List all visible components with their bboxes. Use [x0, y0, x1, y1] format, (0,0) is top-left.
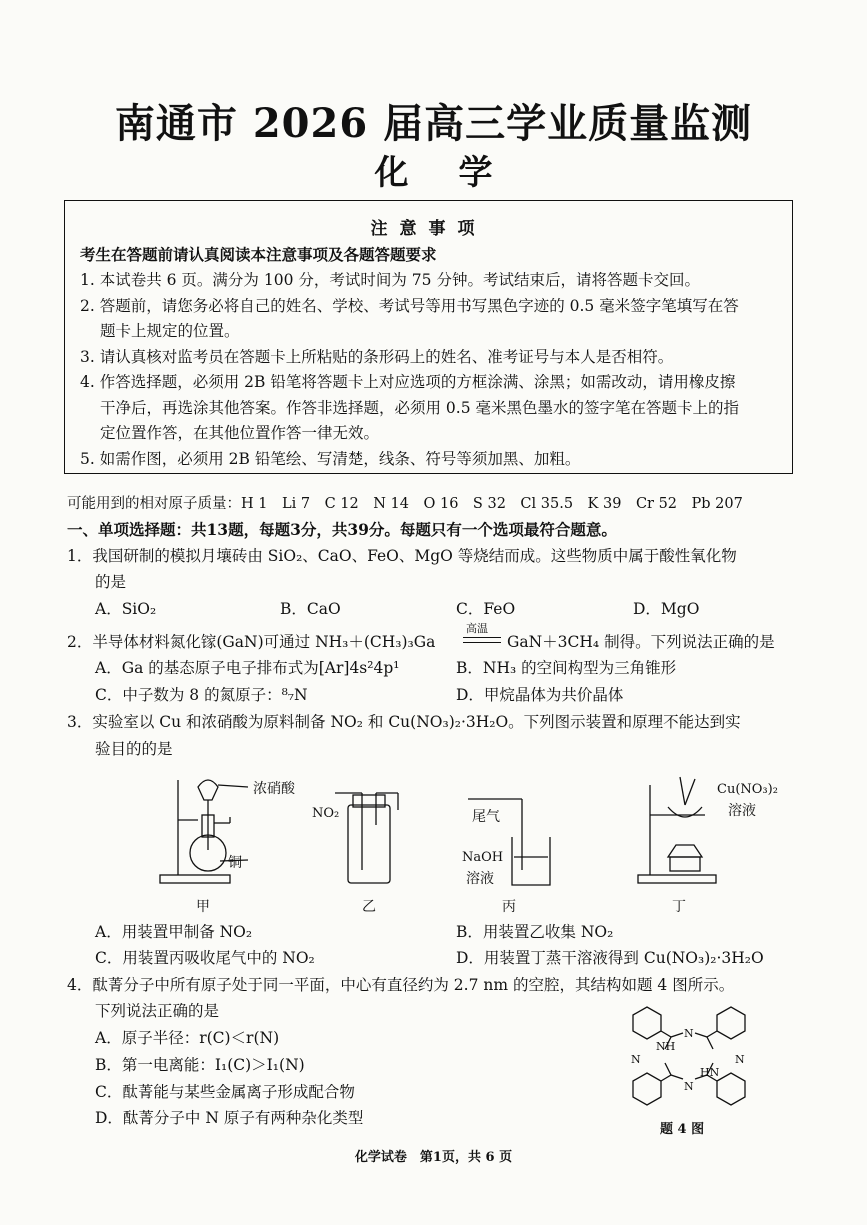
atom-n-top: N: [684, 1027, 694, 1040]
figure-4-caption: 题 4 图: [660, 1122, 705, 1137]
q3-option-c: C．用装置丙吸收尾气中的 NO₂: [95, 949, 315, 967]
question-2-stem: 2．半导体材料氮化镓(GaN)可通过 NH₃＋(CH₃)₃Ga: [67, 633, 436, 651]
caption-ding: 丁: [672, 899, 686, 915]
notice-item: 3. 请认真核对监考员在答题卡上所粘贴的条形码上的姓名、准考证号与本人是否相符。: [80, 348, 674, 366]
q1-option-a: A．SiO₂: [95, 600, 157, 618]
notice-item: 干净后，再选涂其他答案。作答非选择题，必须用 0.5 毫米黑色墨水的签字笔在答题卡上的指: [100, 399, 740, 417]
label-tail-gas: 尾气: [472, 809, 500, 825]
question-1-stem: 1．我国研制的模拟月壤砖由 SiO₂、CaO、FeO、MgO 等烧结而成。这些物质中属于酸性氧化物: [67, 547, 737, 565]
label-naoh: NaOH: [462, 850, 504, 865]
notice-intro: 考生在答题前请认真阅读本注意事项及各题答题要求: [80, 245, 437, 264]
question-4-stem: 4．酞菁分子中所有原子处于同一平面，中心有直径约为 2.7 nm 的空腔，其结构如题 4 图所示。: [67, 976, 735, 994]
label-solution-bing: 溶液: [466, 871, 494, 887]
notice-item: 4. 作答选择题，必须用 2B 铅笔将答题卡上对应选项的方框涂满、涂黑；如需改动，请用橡皮擦: [80, 373, 736, 391]
section-heading: 一、单项选择题：共13题，每题3分，共39分。每题只有一个选项最符合题意。: [67, 520, 617, 539]
atom-n-bottom: N: [684, 1080, 694, 1093]
caption-bing: 丙: [502, 899, 516, 915]
label-copper-nitrate: Cu(NO₃)₂: [717, 782, 778, 797]
apparatus-yi: [335, 793, 398, 883]
label-solution-ding: 溶液: [728, 803, 756, 819]
atom-nh: NH: [656, 1040, 676, 1053]
label-conc-nitric-acid: 浓硝酸: [253, 781, 295, 797]
q4-option-a: A．原子半径：r(C)＜r(N): [95, 1029, 280, 1047]
question-4-stem-cont: 下列说法正确的是: [95, 1002, 220, 1020]
q3-option-b: B．用装置乙收集 NO₂: [456, 923, 614, 941]
q4-option-d: D．酞菁分子中 N 原子有两种杂化类型: [95, 1109, 364, 1127]
question-3-stem-cont: 验目的的是: [95, 740, 173, 758]
q1-option-c: C．FeO: [456, 600, 516, 618]
notice-item: 5. 如需作图，必须用 2B 铅笔绘、写清楚，线条、符号等须加黑、加粗。: [80, 450, 581, 468]
label-copper: 铜: [228, 855, 242, 871]
label-no2: NO₂: [312, 806, 340, 821]
notice-item: 1. 本试卷共 6 页。满分为 100 分，考试时间为 75 分钟。考试结束后，请将答题卡交回。: [80, 271, 700, 289]
atom-n-right: N: [735, 1053, 745, 1066]
q1-option-d: D．MgO: [633, 600, 700, 618]
caption-yi: 乙: [362, 899, 376, 915]
question-1-stem-cont: 的是: [95, 573, 127, 591]
notice-item: 题卡上规定的位置。: [100, 322, 240, 340]
q4-option-b: B．第一电离能：I₁(C)＞I₁(N): [95, 1056, 305, 1074]
caption-jia: 甲: [196, 899, 210, 915]
question-2-stem-cont: GaN＋3CH₄ 制得。下列说法正确的是: [507, 633, 775, 651]
notice-item: 2. 答题前，请您务必将自己的姓名、学校、考试号等用书写黑色字迹的 0.5 毫米签字笔填写在答: [80, 297, 739, 315]
q2-option-c: C．中子数为 8 的氮原子：⁸₇N: [95, 686, 308, 704]
question-3-stem: 3．实验室以 Cu 和浓硝酸为原料制备 NO₂ 和 Cu(NO₃)₂·3H₂O。下列图示装置和原理不能达到实: [67, 713, 741, 731]
q2-option-a: A．Ga 的基态原子电子排布式为[Ar]4s²4p¹: [95, 659, 400, 677]
q3-option-d: D．用装置丁蒸干溶液得到 Cu(NO₃)₂·3H₂O: [456, 949, 764, 967]
page-footer: 化学试卷 第1页，共 6 页: [354, 1150, 513, 1165]
atomic-masses: 可能用到的相对原子质量：H 1 Li 7 C 12 N 14 O 16 S 32 Cl 35.5 K 39 Cr 52 Pb 207: [67, 496, 743, 512]
q3-option-a: A．用装置甲制备 NO₂: [95, 923, 253, 941]
page-title: 南通市 2026 届高三学业质量监测: [114, 100, 753, 147]
notice-title: 注意事项: [370, 219, 487, 239]
reaction-condition: 高温: [466, 622, 488, 635]
subject-title: 化学: [374, 153, 543, 193]
apparatus-ding: [638, 777, 716, 883]
notice-item: 定位置作答，在其他位置作答一律无效。: [100, 424, 380, 442]
q4-option-c: C．酞菁能与某些金属离子形成配合物: [95, 1083, 355, 1101]
q2-option-b: B．NH₃ 的空间构型为三角锥形: [456, 659, 677, 677]
atom-n-left: N: [631, 1053, 641, 1066]
q1-option-b: B．CaO: [280, 600, 341, 618]
atom-hn: HN: [700, 1066, 720, 1079]
equals-sign: [463, 637, 501, 643]
q2-option-d: D．甲烷晶体为共价晶体: [456, 686, 624, 704]
